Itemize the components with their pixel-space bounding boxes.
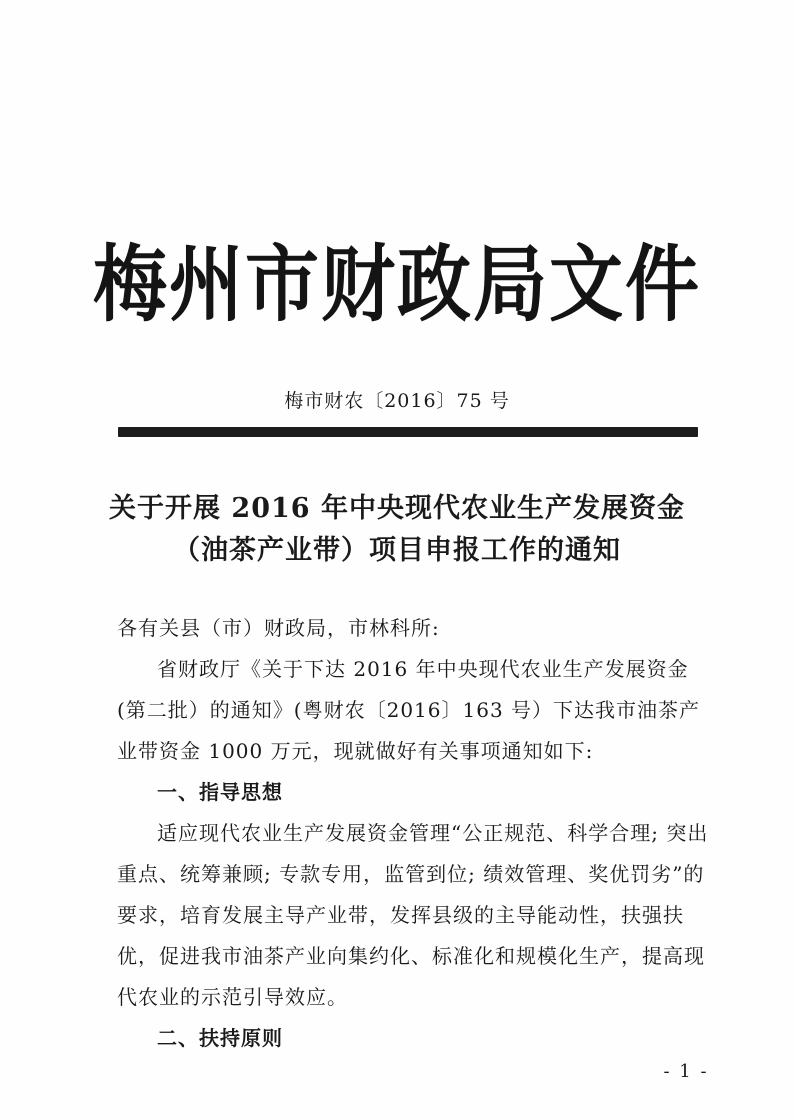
- intro-paragraph: 省财政厅《关于下达 2016 年中央现代农业生产发展资金(第二批）的通知》(粤财农〔2016〕163 号）下达我市油茶产业带资金 1000 万元，现就做好有关事项通知如下:: [117, 657, 701, 763]
- document-number: 梅市财农〔2016〕75 号: [284, 390, 510, 412]
- section-heading-support-principles: 二、扶持原则: [157, 1026, 283, 1050]
- notice-title: [0, 488, 794, 572]
- notice-title-line-2: （油茶产业带）项目申报工作的通知: [173, 535, 621, 566]
- guiding-ideology-paragraph: 适应现代农业生产发展资金管理“公正规范、科学合理; 突出重点、统筹兼顾; 专款专用，监管到位; 绩效管理、奖优罚劣”的要求，培育发展主导产业带，发挥县级的主导能动性，扶强扶优，促进我市油茶产业向集约化、标准化和规模化生产，提高现代农业的示范引导效应。: [117, 821, 709, 1009]
- page-number: - 1 -: [663, 1061, 709, 1082]
- notice-title-line-1: 关于开展 2016 年中央现代农业生产发展资金: [109, 493, 685, 524]
- salutation: 各有关县（市）财政局，市林科所:: [117, 616, 440, 640]
- issuing-authority-title: 梅州市财政局文件: [93, 236, 701, 334]
- notice-body: [117, 608, 717, 1059]
- header-divider-rule: [118, 427, 698, 437]
- section-heading-guiding-ideology: 一、指导思想: [157, 780, 283, 804]
